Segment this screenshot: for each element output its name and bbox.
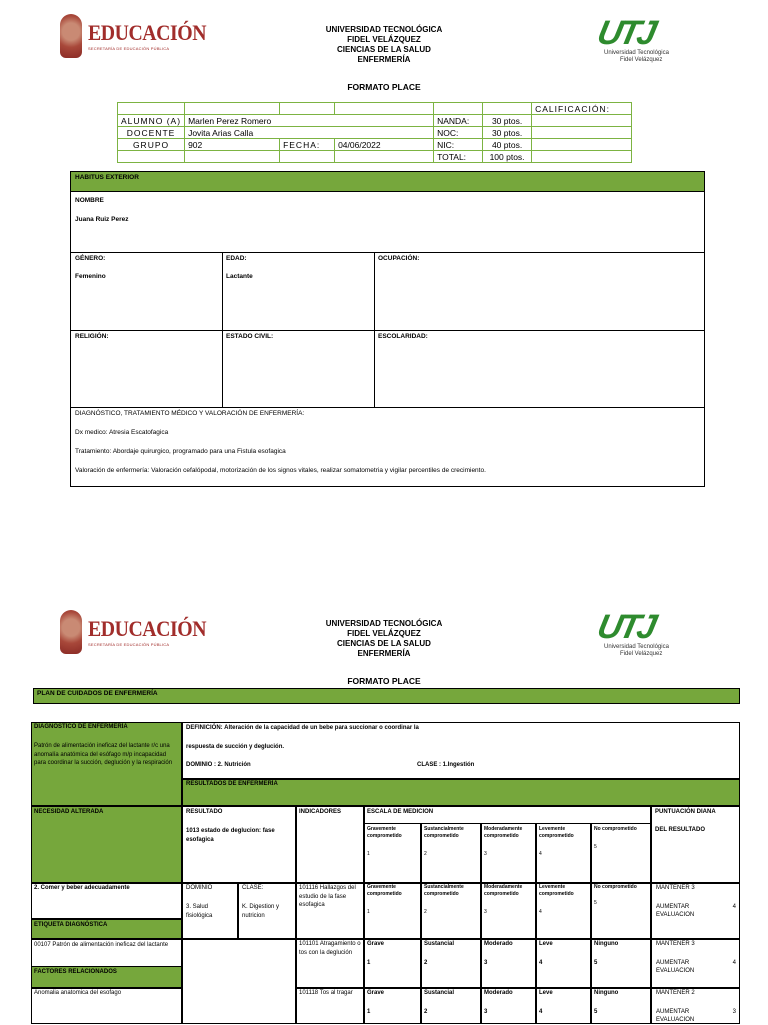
r3-n3: 3	[484, 1009, 488, 1015]
utj-sub-1: Universidad Tecnológica	[604, 644, 669, 650]
r2-n4: 4	[539, 960, 543, 966]
resultado-value: 1013 estado de deglucion: fase esofagica	[186, 828, 275, 843]
r3-w1: Grave	[367, 990, 385, 996]
r2-w1: Grave	[367, 941, 385, 947]
etiqueta-label: ETIQUETA DIAGNÓSTICA	[34, 922, 108, 928]
nombre-value: Juana Ruiz Perez	[75, 216, 129, 223]
punt2-mantener: MANTENER 3	[656, 941, 695, 947]
genero-label: GÉNERO:	[75, 255, 106, 262]
fecha-value: 04/06/2022	[335, 139, 434, 151]
dominio-text: DOMINIO : 2. Nutrición	[186, 762, 251, 768]
uni-line-3: CIENCIAS DE LA SALUD	[337, 45, 431, 54]
habitus-form	[70, 171, 705, 487]
indicador-1: 101116 Hallazgos del estudio de la fase esofagica	[299, 885, 356, 908]
resultado-label: RESULTADO	[186, 809, 223, 815]
r2-w3: Moderado	[484, 941, 513, 947]
definicion-2: respuesta de succión y deglución.	[186, 744, 285, 750]
scale-n3: 3	[484, 851, 487, 857]
diagnostico-text: Patrón de alimentación ineficaz del lactante r/c una anomalía anatómica del esófago m/p incapacidad para coordinar la succión, deglución y la respiración	[34, 743, 173, 766]
factores-label: FACTORES RELACIONADOS	[34, 969, 117, 975]
etiqueta-value: 00107 Patrón de alimentación ineficaz del lactante	[34, 942, 169, 948]
r3-w3: Moderado	[484, 990, 513, 996]
estado-civil-label: ESTADO CIVIL:	[226, 333, 274, 340]
scale-h5: No comprometido	[594, 826, 637, 832]
tratamiento: Tratamiento: Abordaje quirurgico, programado para una Fistula esofagica	[75, 448, 286, 455]
r3-n1: 1	[367, 1009, 371, 1015]
punt1-aumentar: AUMENTAR 4	[656, 904, 736, 910]
ocupacion-label: OCUPACIÓN:	[378, 255, 420, 262]
r2-n1: 1	[367, 960, 371, 966]
r2-n3: 3	[484, 960, 488, 966]
edu-logo-word: EDUCACIÓN	[88, 615, 207, 641]
nic-value: 40 ptos.	[483, 139, 532, 151]
puntuacion-label: PUNTUACIÓN DIANA	[655, 809, 716, 815]
fecha-label: FECHA:	[280, 139, 335, 151]
alumno-value: Marlen Perez Romero	[185, 115, 434, 127]
r3-w5: Ninguno	[594, 990, 619, 996]
student-info-table	[117, 102, 632, 163]
punt3-aumentar: AUMENTAR 3	[656, 1009, 736, 1015]
utj-mark: UTJ	[593, 14, 658, 52]
docente-label: DOCENTE	[118, 127, 185, 139]
r1-h5: No comprometido	[594, 884, 637, 890]
dx-medico: Dx medico: Atresia Escatofagica	[75, 429, 169, 436]
docente-value: Jovita Arias Calla	[185, 127, 434, 139]
indicador-2: 101101 Atragamiento o tos con la deglución	[299, 941, 361, 956]
mexico-seal-icon	[60, 14, 82, 58]
dominio-value: 3. Salud fisiológica	[186, 904, 213, 919]
escolaridad-label: ESCOLARIDAD:	[378, 333, 428, 340]
noc-label: NOC:	[434, 127, 483, 139]
r3-n2: 2	[424, 1009, 428, 1015]
punt3-mantener: MANTENER 2	[656, 990, 695, 996]
r1c5	[591, 883, 651, 939]
scale-n2: 2	[424, 851, 427, 857]
total-label: TOTAL:	[434, 151, 483, 163]
dominio-label: DOMINIO	[186, 885, 213, 891]
escala-label: ESCALA DE MEDICION	[367, 809, 434, 815]
r1-n4: 4	[539, 909, 542, 915]
calificacion-label: CALIFICACIÓN:	[532, 103, 632, 115]
format-title: FORMATO PLACE	[347, 82, 421, 92]
scale-h2: Sustancialmente comprometido	[424, 826, 464, 839]
r1-h3: Moderadamente comprometido	[484, 884, 523, 897]
diagnostico-title: DIAGNÓSTICO, TRATAMIENTO MÉDICO Y VALORACIÓN DE ENFERMERÍA:	[75, 410, 305, 417]
punt1-evaluacion: EVALUACION	[656, 912, 695, 918]
utj-sub-2: Fidel Velázquez	[620, 57, 663, 63]
educacion-logo	[60, 14, 219, 58]
uni-line-4: ENFERMERÍA	[357, 649, 411, 658]
r2-w2: Sustancial	[424, 941, 455, 947]
utj-logo-2	[593, 608, 669, 658]
necesidad-label: NECESIDAD ALTERADA	[34, 809, 104, 815]
diagnostico-label: DIAGNÓSTICO DE ENFERMERÍA	[34, 724, 128, 730]
punt3-evaluacion: EVALUACION	[656, 1017, 695, 1023]
uni-line-4: ENFERMERÍA	[357, 55, 411, 64]
r3-n4: 4	[539, 1009, 543, 1015]
indicadores-cell	[296, 806, 364, 883]
utj-sub-1: Universidad Tecnológica	[604, 50, 669, 56]
r1-n3: 3	[484, 909, 487, 915]
r3-w2: Sustancial	[424, 990, 455, 996]
uni-line-1: UNIVERSIDAD TECNOLÓGICA	[325, 25, 443, 34]
punt1-mantener: MANTENER 3	[656, 885, 695, 891]
scale-h4: Levemente comprometido	[539, 826, 574, 839]
r2-w4: Leve	[539, 941, 553, 947]
total-value: 100 ptos.	[483, 151, 532, 163]
mexico-seal-icon	[60, 610, 82, 654]
r1-h4: Levemente comprometido	[539, 884, 574, 897]
scale-h1: Gravemente comprometido	[367, 826, 402, 839]
educacion-logo-2	[60, 610, 219, 654]
resultado-cell	[182, 806, 296, 883]
necesidad-value: 2. Comer y beber adecuadamente	[34, 885, 130, 891]
definicion: DEFINICIÓN: Alteración de la capacidad de un bebe para succionar o coordinar la	[186, 725, 419, 731]
edu-logo-word: EDUCACIÓN	[88, 19, 207, 45]
noc-value: 30 ptos.	[483, 127, 532, 139]
format-title-2: FORMATO PLACE	[347, 676, 421, 686]
r1-h1: Gravemente comprometido	[367, 884, 402, 897]
resultados-label: RESULTADOS DE ENFERMERÍA	[186, 781, 278, 787]
r3-w4: Leve	[539, 990, 553, 996]
edad-label: EDAD:	[226, 255, 247, 262]
empty-res-cell	[182, 939, 296, 1024]
habitus-title: HABITUS EXTERIOR	[71, 172, 704, 192]
clase-value: K. Digestion y nutricion	[242, 904, 280, 919]
scale-n4: 4	[539, 851, 542, 857]
clase-text: CLASE : 1.Ingestión	[417, 762, 475, 768]
university-heading-2	[284, 619, 484, 659]
scale-n5: 5	[594, 844, 597, 850]
factores-value: Anomalia anatomica del esofago	[34, 990, 122, 996]
r3-n5: 5	[594, 1009, 598, 1015]
edu-logo-sub: SECRETARÍA DE EDUCACIÓN PÚBLICA	[88, 641, 170, 647]
edad-value: Lactante	[226, 273, 253, 280]
nanda-value: 30 ptos.	[483, 115, 532, 127]
utj-logo	[593, 14, 669, 64]
indicador-3: 101118 Tos al tragar	[299, 990, 353, 996]
genero-value: Femenino	[75, 273, 106, 280]
uni-line-2: FIDEL VELÁZQUEZ	[347, 35, 421, 44]
religion-label: RELIGIÓN:	[75, 333, 109, 340]
necesidad-cell	[31, 806, 182, 883]
alumno-label: ALUMNO (A)	[118, 115, 185, 127]
clase-label: CLASE:	[242, 885, 264, 891]
utj-mark: UTJ	[593, 608, 658, 646]
r2-n2: 2	[424, 960, 428, 966]
indicadores-label: INDICADORES	[299, 809, 342, 815]
uni-line-3: CIENCIAS DE LA SALUD	[337, 639, 431, 648]
r1-n5: 5	[594, 900, 597, 906]
r1-h2: Sustancialmente comprometido	[424, 884, 464, 897]
punt2-aumentar: AUMENTAR 4	[656, 960, 736, 966]
r2-w5: Ninguno	[594, 941, 619, 947]
r1-n2: 2	[424, 909, 427, 915]
utj-sub-2: Fidel Velázquez	[620, 651, 663, 657]
edu-logo-sub: SECRETARÍA DE EDUCACIÓN PÚBLICA	[88, 45, 170, 51]
grupo-value: 902	[185, 139, 280, 151]
punt2-evaluacion: EVALUACION	[656, 968, 695, 974]
uni-line-2: FIDEL VELÁZQUEZ	[347, 629, 421, 638]
r1-n1: 1	[367, 909, 370, 915]
del-resultado: DEL RESULTADO	[655, 827, 706, 833]
puntuacion-cell	[651, 806, 740, 883]
r2-n5: 5	[594, 960, 598, 966]
plan-title: PLAN DE CUIDADOS DE ENFERMERÍA	[33, 688, 740, 704]
university-heading	[284, 25, 484, 65]
uni-line-1: UNIVERSIDAD TECNOLÓGICA	[325, 619, 443, 628]
scale-h3: Moderadamente comprometido	[484, 826, 523, 839]
nombre-label: NOMBRE	[75, 197, 104, 204]
grupo-label: GRUPO	[118, 139, 185, 151]
nic-label: NIC:	[434, 139, 483, 151]
nanda-label: NANDA:	[434, 115, 483, 127]
valoracion: Valoración de enfermería: Valoración cefalópodal, motorización de los signos vitales, realizar somatometria y vigilar percentiles de crecimiento.	[75, 467, 486, 474]
scale-n1: 1	[367, 851, 370, 857]
